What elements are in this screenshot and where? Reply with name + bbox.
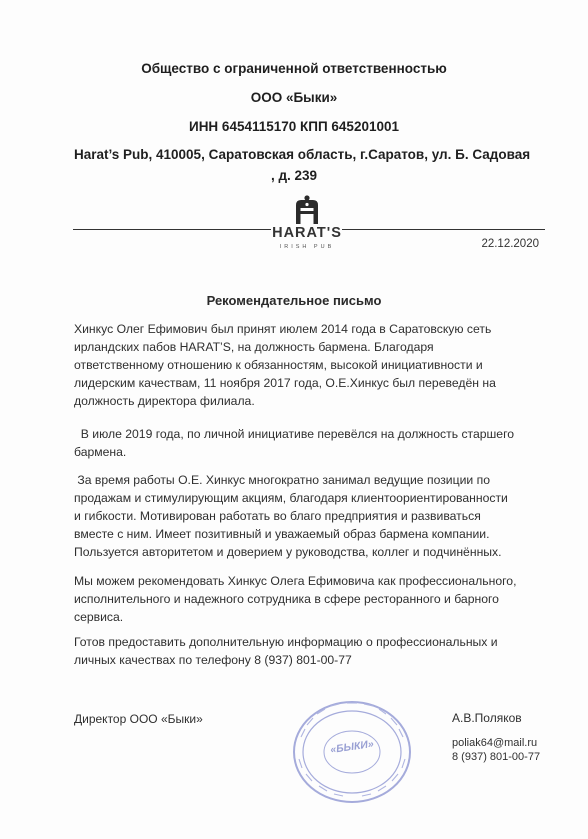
logo-subtitle: IRISH PUB [279,244,335,250]
header-divider-right [342,229,545,230]
paragraph-line: вместе с ним. Имеет позитивный и уважаемый образ бармена компании. [74,527,490,541]
paragraph-line: лидерским качествам, 11 ноября 2017 года, О.Е.Хинкус был переведён на [74,376,496,390]
paragraph-line: личных качествах по телефону 8 (937) 801-00-77 [74,653,352,667]
company-type: Общество с ограниченной ответственностью [141,61,447,76]
paragraph-line: сервиса. [74,610,124,624]
paragraph-1 [74,320,549,410]
paragraph-line: бармена. [74,445,127,459]
paragraph-line: Хинкус Олег Ефимович был принят июлем 2014 года в Саратовскую сеть [74,322,492,336]
stamp-text: «БЫКИ» [329,738,375,756]
paragraph-5 [74,633,549,669]
tax-ids: ИНН 6454115170 КПП 645201001 [188,119,399,134]
paragraph-line: За время работы О.Е. Хинкус многократно занимал ведущие позиции по [74,473,490,487]
paragraph-line: продажам и стимулирующим акциям, благодаря клиентоориентированности [74,491,508,505]
paragraph-line: В июле 2019 года, по личной инициативе перевёлся на должность старшего [74,427,515,441]
company-stamp [287,697,417,807]
signer-email: poliak64@mail.ru [452,737,538,749]
logo-wordmark: HARAT'S [272,225,342,241]
letter-date: 22.12.2020 [481,238,539,250]
paragraph-4 [74,572,549,626]
header-divider-left [73,229,271,230]
director-position: Директор ООО «Быки» [74,712,203,726]
paragraph-line: ответственному отношению к обязанностям, высокой инициативности и [74,358,483,372]
paragraph-line: и гибкости. Мотивирован работать во благо предприятия и развиваться [74,509,481,523]
paragraph-line: ирландских пабов HARAT’S, на должность бармена. Благодаря [74,340,434,354]
paragraph-3 [74,471,549,561]
harats-crest-icon [271,193,343,227]
company-name: ООО «Быки» [250,90,338,105]
paragraph-line: Пользуется авторитетом и доверием у руководства, коллег и подчинённых. [74,545,502,559]
paragraph-line: Готов предоставить дополнительную информацию о профессиональных и [74,635,498,649]
letter-title: Рекомендательное письмо [206,293,382,308]
address-line-1: Harat’s Pub, 410005, Саратовская область, г.Саратов, ул. Б. Садовая [74,147,531,162]
paragraph-line: Мы можем рекомендовать Хинкус Олега Ефимовича как профессионального, [74,574,517,588]
signer-phone: 8 (937) 801-00-77 [452,751,541,763]
paragraph-line: должность директора филиала. [74,394,255,408]
signer-contacts [452,736,540,764]
paragraph-2 [74,425,549,461]
paragraph-line: исполнительного и надежного сотрудника в сфере ресторанного и барного [74,592,499,606]
address-line-2: , д. 239 [270,168,318,183]
harats-logo [271,193,343,265]
signer-name: А.В.Поляков [452,711,522,725]
